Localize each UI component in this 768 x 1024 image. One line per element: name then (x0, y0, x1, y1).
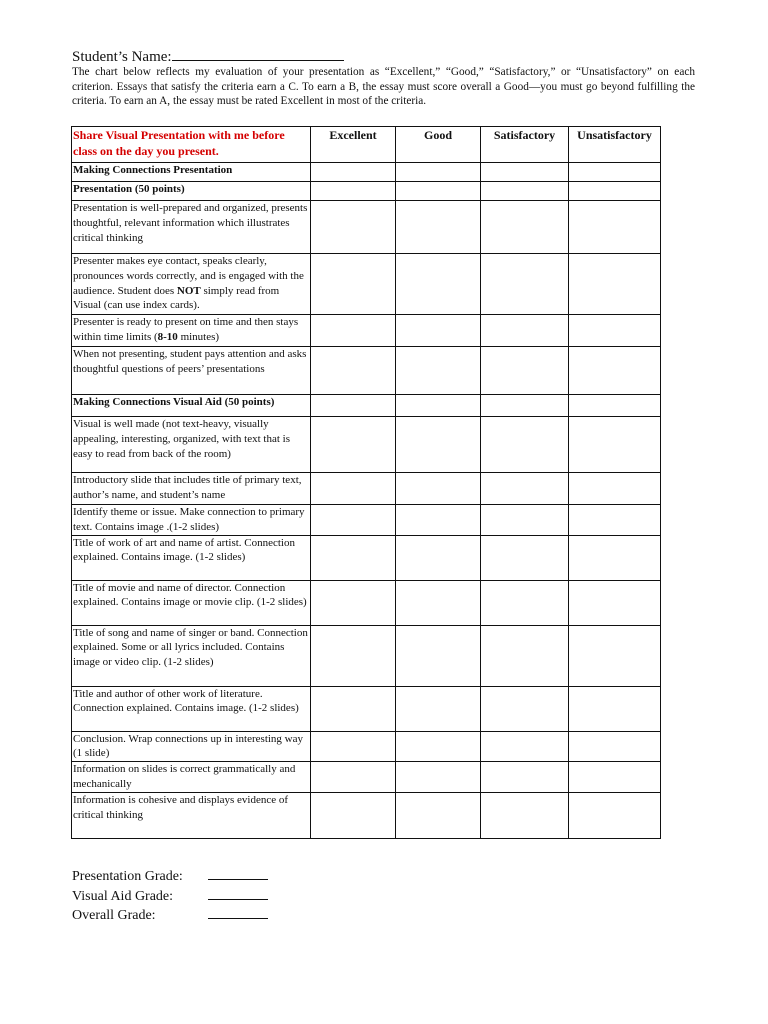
rating-cell-unsatisfactory[interactable] (569, 473, 661, 505)
rating-cell-excellent[interactable] (311, 163, 396, 182)
rating-cell-good[interactable] (396, 182, 481, 201)
column-header-unsatisfactory: Unsatisfactory (569, 127, 661, 163)
rating-cell-unsatisfactory[interactable] (569, 686, 661, 731)
rating-cell-excellent[interactable] (311, 625, 396, 686)
rating-cell-satisfactory[interactable] (481, 417, 569, 473)
rating-cell-satisfactory[interactable] (481, 686, 569, 731)
section-row (72, 395, 661, 417)
section-title: Presentation (50 points) (72, 182, 311, 201)
rating-cell-unsatisfactory[interactable] (569, 182, 661, 201)
rating-cell-excellent[interactable] (311, 347, 396, 395)
rating-cell-excellent[interactable] (311, 686, 396, 731)
criterion-text: When not presenting, student pays attention and asks thoughtful questions of peers’ presentations (72, 347, 311, 395)
rating-cell-good[interactable] (396, 201, 481, 254)
overall-grade-label: Overall Grade: (72, 908, 156, 923)
visual-aid-grade-blank[interactable] (208, 886, 268, 900)
criterion-row (72, 315, 661, 347)
rating-cell-unsatisfactory[interactable] (569, 315, 661, 347)
rating-cell-unsatisfactory[interactable] (569, 505, 661, 536)
rating-cell-excellent[interactable] (311, 395, 396, 417)
rubric-body (72, 163, 661, 839)
rating-cell-satisfactory[interactable] (481, 535, 569, 580)
criterion-row (72, 417, 661, 473)
rating-cell-satisfactory[interactable] (481, 347, 569, 395)
section-title: Making Connections Presentation (72, 163, 311, 182)
rating-cell-unsatisfactory[interactable] (569, 395, 661, 417)
presentation-grade-label: Presentation Grade: (72, 869, 183, 884)
rating-cell-unsatisfactory[interactable] (569, 535, 661, 580)
rating-cell-excellent[interactable] (311, 762, 396, 793)
rating-cell-excellent[interactable] (311, 580, 396, 625)
section-title: Making Connections Visual Aid (50 points) (72, 395, 311, 417)
overall-grade-blank[interactable] (208, 905, 268, 919)
rating-cell-unsatisfactory[interactable] (569, 580, 661, 625)
criterion-text: Title of work of art and name of artist. Connection explained. Contains image. (1-2 slides) (72, 535, 311, 580)
header-note: Share Visual Presentation with me before class on the day you present. (72, 127, 311, 163)
rating-cell-excellent[interactable] (311, 535, 396, 580)
rubric-header-row (72, 127, 661, 163)
rating-cell-good[interactable] (396, 731, 481, 762)
criterion-text: Presentation is well-prepared and organized, presents thoughtful, relevant information which illustrates critical thinking (72, 201, 311, 254)
criterion-text: Identify theme or issue. Make connection to primary text. Contains image .(1-2 slides) (72, 505, 311, 536)
rating-cell-good[interactable] (396, 793, 481, 839)
criterion-row (72, 254, 661, 315)
rubric-table (71, 126, 661, 839)
criterion-text: Presenter makes eye contact, speaks clearly, pronounces words correctly, and is engaged with the audience. Student does NOT simply read from Visual (can use index cards). (72, 254, 311, 315)
rating-cell-excellent[interactable] (311, 417, 396, 473)
rating-cell-good[interactable] (396, 254, 481, 315)
rating-cell-excellent[interactable] (311, 182, 396, 201)
grade-row (72, 905, 268, 925)
rating-cell-unsatisfactory[interactable] (569, 417, 661, 473)
rating-cell-good[interactable] (396, 580, 481, 625)
visual-aid-grade-label: Visual Aid Grade: (72, 888, 174, 904)
student-name-line (72, 46, 344, 66)
rating-cell-good[interactable] (396, 473, 481, 505)
rating-cell-satisfactory[interactable] (481, 163, 569, 182)
rating-cell-satisfactory[interactable] (481, 201, 569, 254)
rating-cell-unsatisfactory[interactable] (569, 793, 661, 839)
rating-cell-good[interactable] (396, 163, 481, 182)
rating-cell-satisfactory[interactable] (481, 395, 569, 417)
rating-cell-satisfactory[interactable] (481, 473, 569, 505)
criterion-text: Title of movie and name of director. Connection explained. Contains image or movie clip. (1-2 slides) (72, 580, 311, 625)
criterion-row (72, 201, 661, 254)
rating-cell-good[interactable] (396, 417, 481, 473)
criterion-text: Presenter is ready to present on time and then stays within time limits (8-10 minutes) (72, 315, 311, 347)
rating-cell-satisfactory[interactable] (481, 182, 569, 201)
criterion-row (72, 793, 661, 839)
rating-cell-unsatisfactory[interactable] (569, 762, 661, 793)
rating-cell-unsatisfactory[interactable] (569, 625, 661, 686)
student-name-label: Student’s Name: (72, 49, 172, 65)
rating-cell-good[interactable] (396, 347, 481, 395)
rating-cell-satisfactory[interactable] (481, 762, 569, 793)
rating-cell-satisfactory[interactable] (481, 625, 569, 686)
rating-cell-excellent[interactable] (311, 254, 396, 315)
student-name-blank[interactable] (172, 46, 344, 61)
rating-cell-good[interactable] (396, 395, 481, 417)
rating-cell-excellent[interactable] (311, 505, 396, 536)
rating-cell-unsatisfactory[interactable] (569, 254, 661, 315)
rating-cell-excellent[interactable] (311, 731, 396, 762)
criterion-row (72, 686, 661, 731)
criterion-row (72, 535, 661, 580)
rating-cell-unsatisfactory[interactable] (569, 347, 661, 395)
rating-cell-good[interactable] (396, 625, 481, 686)
rating-cell-satisfactory[interactable] (481, 793, 569, 839)
grades-block (72, 866, 268, 925)
criterion-row (72, 580, 661, 625)
rating-cell-excellent[interactable] (311, 315, 396, 347)
criterion-text: Visual is well made (not text-heavy, visually appealing, interesting, organized, with text that is easy to read from back of the room) (72, 417, 311, 473)
criterion-text: Information on slides is correct grammatically and mechanically (72, 762, 311, 793)
column-header-satisfactory: Satisfactory (481, 127, 569, 163)
rating-cell-satisfactory[interactable] (481, 254, 569, 315)
criterion-row (72, 347, 661, 395)
criterion-row (72, 505, 661, 536)
rating-cell-unsatisfactory[interactable] (569, 731, 661, 762)
section-row (72, 182, 661, 201)
rating-cell-satisfactory[interactable] (481, 315, 569, 347)
column-header-excellent: Excellent (311, 127, 396, 163)
criterion-row (72, 625, 661, 686)
presentation-grade-blank[interactable] (208, 866, 268, 880)
rating-cell-good[interactable] (396, 686, 481, 731)
criterion-row (72, 473, 661, 505)
criterion-text: Title of song and name of singer or band. Connection explained. Some or all lyrics included. Contains image or video clip. (1-2 slides) (72, 625, 311, 686)
criterion-row (72, 762, 661, 793)
column-header-good: Good (396, 127, 481, 163)
criterion-text: Information is cohesive and displays evidence of critical thinking (72, 793, 311, 839)
rating-cell-satisfactory[interactable] (481, 731, 569, 762)
rating-cell-good[interactable] (396, 315, 481, 347)
criterion-row (72, 731, 661, 762)
emphasis-text: 8-10 (157, 330, 178, 343)
rating-cell-unsatisfactory[interactable] (569, 163, 661, 182)
rating-cell-good[interactable] (396, 535, 481, 580)
criterion-text: Title and author of other work of literature. Connection explained. Contains image. (1-2 slides) (72, 686, 311, 731)
rating-cell-unsatisfactory[interactable] (569, 201, 661, 254)
rating-cell-satisfactory[interactable] (481, 505, 569, 536)
criterion-text: Conclusion. Wrap connections up in interesting way (1 slide) (72, 731, 311, 762)
grade-row (72, 886, 268, 906)
rating-cell-satisfactory[interactable] (481, 580, 569, 625)
criterion-text: Introductory slide that includes title of primary text, author’s name, and student’s name (72, 473, 311, 505)
intro-paragraph: The chart below reflects my evaluation of your presentation as “Excellent,” “Good,” “Satisfactory,” or “Unsatisfactory” on each criterion. Essays that satisfy the criteria earn a C. To earn a B, the essay must score overall a Good—you must go beyond fulfilling the criteria. To earn an A, the essay must be rated Excellent in most of the criteria. (72, 66, 695, 108)
rating-cell-excellent[interactable] (311, 201, 396, 254)
section-row (72, 163, 661, 182)
rating-cell-excellent[interactable] (311, 793, 396, 839)
rating-cell-excellent[interactable] (311, 473, 396, 505)
rating-cell-good[interactable] (396, 505, 481, 536)
grade-row (72, 866, 268, 886)
emphasis-text: NOT (176, 284, 201, 297)
rating-cell-good[interactable] (396, 762, 481, 793)
